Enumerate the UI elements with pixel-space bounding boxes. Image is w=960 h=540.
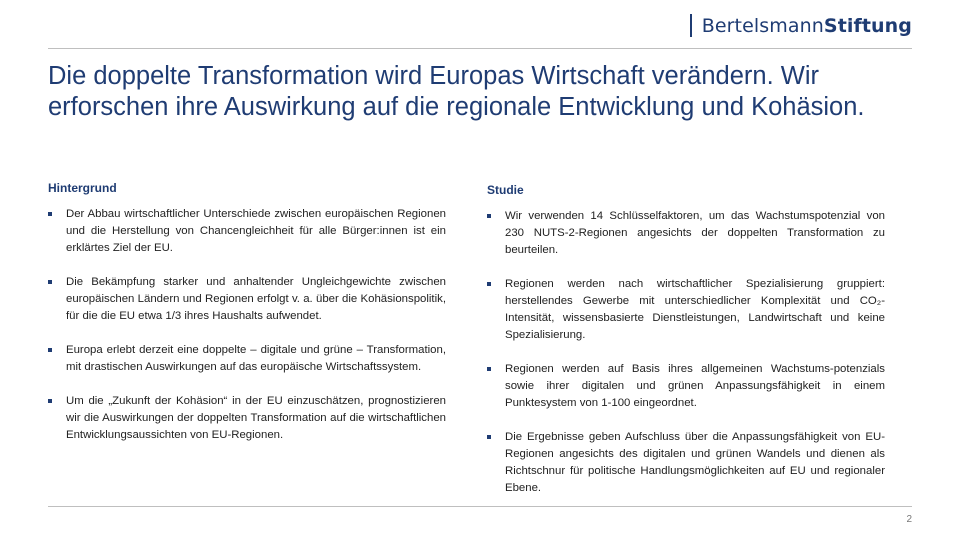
bullet-icon [48, 348, 52, 352]
footer-divider [48, 506, 912, 507]
study-item [487, 276, 885, 344]
background-item-text: Der Abbau wirtschaftlicher Unterschiede zwischen europäischen Regionen und die Herstellung von Chancengleichheit für alle Bürger:innen ist ein erklärtes Ziel der EU. [66, 208, 446, 254]
background-column [48, 181, 446, 461]
bullet-icon [487, 435, 491, 439]
background-item [48, 342, 446, 376]
background-item [48, 274, 446, 325]
study-column [487, 183, 885, 514]
bullet-icon [487, 367, 491, 371]
study-item-text: Regionen werden nach wirtschaftlicher Spezialisierung gruppiert: herstellendes Gewerbe mit unterschiedlicher Komplexität und CO₂-Intensität, wissensbasierte Dienstleistungen, Landwirtschaft und keine Spezialisierung. [505, 278, 885, 341]
logo-text-bold: Stiftung [823, 14, 912, 37]
study-item-text: Die Ergebnisse geben Aufschluss über die Anpassungsfähigkeit von EU-Regionen angesichts des digitalen und grünen Wandels und dienen als Richtschnur für politische Handlungsmöglichkeiten auf EU und regionaler Ebene. [505, 431, 885, 494]
background-list [48, 206, 446, 444]
study-item [487, 208, 885, 259]
header-divider [48, 48, 912, 49]
study-item [487, 429, 885, 497]
logo-bar [690, 14, 692, 37]
bullet-icon [48, 212, 52, 216]
logo-text-light: Bertelsmann [701, 14, 824, 37]
study-heading: Studie [487, 183, 524, 197]
bullet-icon [487, 214, 491, 218]
study-item-text: Regionen werden auf Basis ihres allgemeinen Wachstums-potenzials sowie ihrer digitalen und grünen Anpassungsfähigkeit in einem Punktesystem von 1-100 eingeordnet. [505, 363, 885, 409]
bullet-icon [48, 280, 52, 284]
background-heading: Hintergrund [48, 181, 117, 195]
bullet-icon [48, 399, 52, 403]
study-list [487, 208, 885, 497]
background-item-text: Die Bekämpfung starker und anhaltender Ungleichgewichte zwischen europäischen Ländern und Regionen erfolgt v. a. über die Kohäsionspolitik, für die die EU etwa 1/3 ihres Haushalts aufwendet. [66, 276, 446, 322]
slide-title: Die doppelte Transformation wird Europas Wirtschaft verändern. Wir erforschen ihre Auswirkung auf die regionale Entwicklung und Kohäsion. [48, 62, 865, 121]
page-number: 2 [906, 514, 912, 525]
background-item [48, 393, 446, 444]
background-item-text: Europa erlebt derzeit eine doppelte – digitale und grüne – Transformation, mit drastischen Auswirkungen auf das europäische Wirtschaftssystem. [66, 344, 446, 373]
study-item [487, 361, 885, 412]
background-item [48, 206, 446, 257]
bertelsmann-stiftung-logo [690, 14, 912, 37]
bullet-icon [487, 282, 491, 286]
background-item-text: Um die „Zukunft der Kohäsion“ in der EU einzuschätzen, prognostizieren wir die Auswirkungen der doppelten Transformation auf die wirtschaftlichen Entwicklungsaussichten von EU-Regionen. [66, 395, 446, 441]
study-item-text: Wir verwenden 14 Schlüsselfaktoren, um das Wachstumspotenzial von 230 NUTS-2-Regionen angesichts der doppelten Transformation zu beurteilen. [505, 210, 885, 256]
